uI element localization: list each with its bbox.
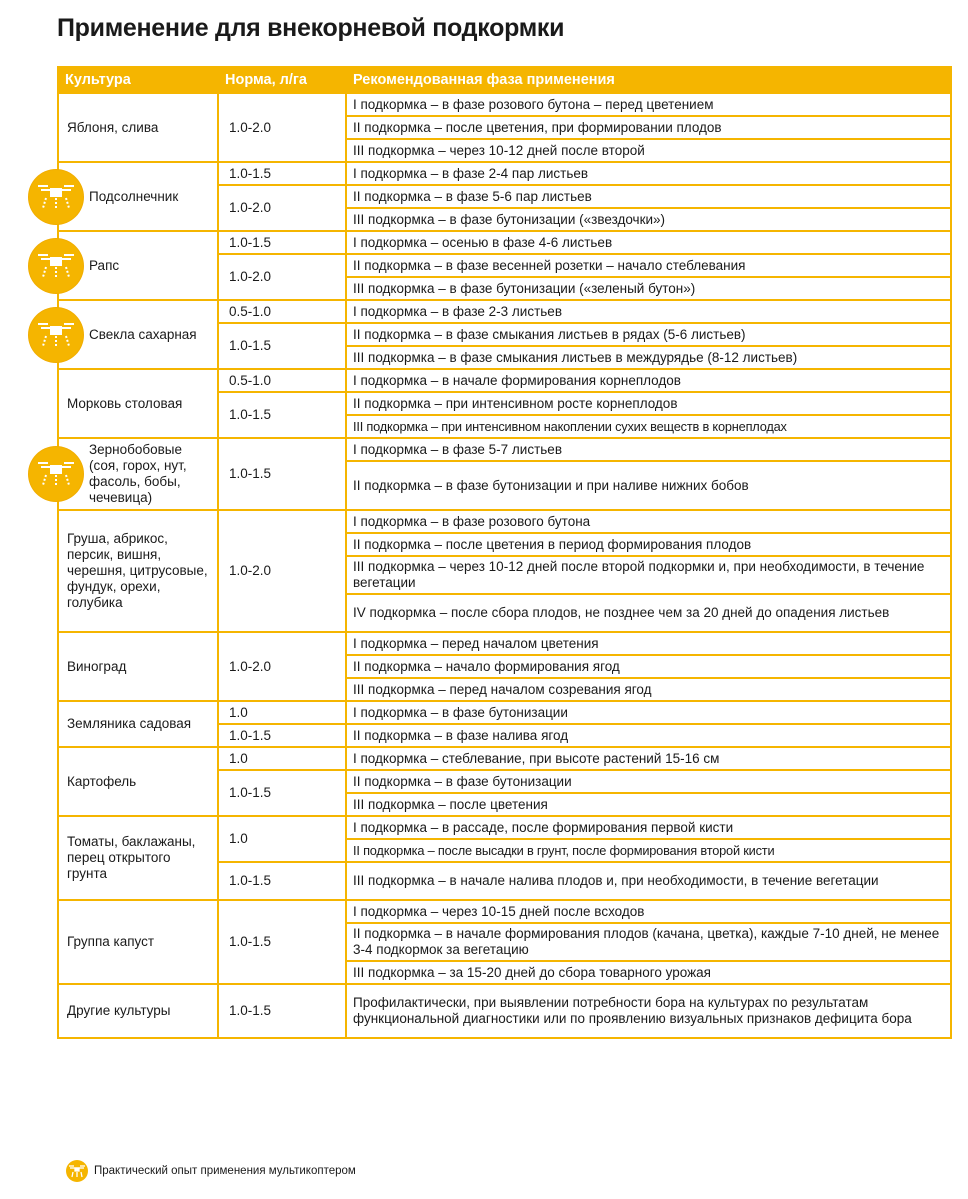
- norm-cell: 1.0-1.5: [218, 724, 346, 747]
- phase-cell: I подкормка – осенью в фазе 4-6 листьев: [346, 231, 951, 254]
- table-row: [58, 369, 951, 392]
- norm-cell: 1.0-2.0: [218, 185, 346, 231]
- phase-cell: II подкормка – при интенсивном росте корнеплодов: [346, 392, 951, 415]
- crop-cell: [58, 816, 218, 900]
- phase-cell: III подкормка – в начале налива плодов и, при необходимости, в течение вегетации: [346, 862, 951, 900]
- crop-name: Яблоня, слива: [67, 119, 159, 135]
- crop-name: Картофель: [67, 773, 137, 789]
- norm-cell: 1.0-2.0: [218, 93, 346, 162]
- phase-cell: III подкормка – перед началом созревания ягод: [346, 678, 951, 701]
- crop-name: Другие культуры: [67, 1003, 171, 1018]
- crop-cell: [58, 300, 218, 369]
- crop-cell: [58, 701, 218, 747]
- crop-cell: [58, 93, 218, 162]
- phase-cell: II подкормка – в фазе весенней розетки – начало стеблевания: [346, 254, 951, 277]
- table-row: [58, 632, 951, 655]
- table-row: [58, 984, 951, 1038]
- crop-cell: [58, 747, 218, 816]
- norm-cell: 1.0-1.5: [218, 392, 346, 438]
- crop-name: Рапс: [89, 257, 120, 273]
- crop-name: Груша, абрикос, персик, вишня, черешня, цитрусовые, фундук, орехи, голубика: [67, 531, 208, 610]
- phase-cell: II подкормка – после цветения в период формирования плодов: [346, 533, 951, 556]
- table-row: [58, 900, 951, 923]
- crop-cell: [58, 900, 218, 984]
- phase-cell: I подкормка – в фазе 2-3 листьев: [346, 300, 951, 323]
- norm-cell: 1.0-1.5: [218, 323, 346, 369]
- crop-name: Земляника садовая: [67, 716, 192, 731]
- phase-cell: I подкормка – в рассаде, после формирования первой кисти: [346, 816, 951, 839]
- phase-cell: I подкормка – в фазе 2-4 пар листьев: [346, 162, 951, 185]
- crop-cell: [58, 162, 218, 231]
- crop-name: Группа капуст: [67, 934, 155, 949]
- norm-cell: 1.0: [218, 701, 346, 724]
- crop-name: Свекла сахарная: [89, 326, 197, 342]
- norm-cell: 1.0-1.5: [218, 770, 346, 816]
- crop-name: Подсолнечник: [89, 188, 179, 204]
- table-row: [58, 162, 951, 185]
- phase-cell: II подкормка – в фазе смыкания листьев в рядах (5-6 листьев): [346, 323, 951, 346]
- header-phase: Рекомендованная фаза применения: [346, 67, 951, 93]
- phase-cell: I подкормка – в фазе 5-7 листьев: [346, 438, 951, 461]
- table-row: [58, 93, 951, 116]
- phase-cell: I подкормка – в фазе розового бутона: [346, 510, 951, 533]
- legend-text: Практический опыт применения мультикоптером: [94, 1165, 356, 1177]
- drone-icon: [29, 308, 83, 362]
- phase-cell: II подкормка – начало формирования ягод: [346, 655, 951, 678]
- phase-cell: I подкормка – через 10-15 дней после всходов: [346, 900, 951, 923]
- header-crop: Культура: [58, 67, 218, 93]
- norm-cell: 1.0-1.5: [218, 162, 346, 185]
- crop-cell: [58, 984, 218, 1038]
- phase-cell: II подкормка – после высадки в грунт, после формирования второй кисти: [346, 839, 951, 862]
- norm-cell: 1.0: [218, 747, 346, 770]
- crop-name: Томаты, баклажаны, перец открытого грунта: [67, 834, 196, 881]
- phase-cell: III подкормка – в фазе бутонизации («звездочки»): [346, 208, 951, 231]
- table-row: [58, 510, 951, 533]
- phase-cell: II подкормка – после цветения, при формировании плодов: [346, 116, 951, 139]
- legend: [66, 1160, 356, 1182]
- crop-name: Зернобобовые (соя, горох, нут, фасоль, бобы, чечевица): [89, 442, 187, 505]
- phase-cell: I подкормка – в начале формирования корнеплодов: [346, 369, 951, 392]
- table-row: [58, 747, 951, 770]
- norm-cell: 1.0-1.5: [218, 231, 346, 254]
- table-row: [58, 816, 951, 839]
- phase-cell: II подкормка – в фазе налива ягод: [346, 724, 951, 747]
- drone-icon: [29, 239, 83, 293]
- table-row: [58, 231, 951, 254]
- norm-cell: 1.0-2.0: [218, 632, 346, 701]
- phase-cell: II подкормка – в фазе 5-6 пар листьев: [346, 185, 951, 208]
- application-table: [57, 66, 952, 1039]
- phase-cell: III подкормка – при интенсивном накоплении сухих веществ в корнеплодах: [346, 415, 951, 438]
- table-header: [58, 67, 951, 93]
- crop-cell: [58, 438, 218, 510]
- crop-cell: [58, 231, 218, 300]
- phase-cell: I подкормка – в фазе розового бутона – перед цветением: [346, 93, 951, 116]
- norm-cell: 1.0: [218, 816, 346, 862]
- drone-icon: [29, 447, 83, 501]
- phase-cell: Профилактически, при выявлении потребности бора на культурах по результатам функциональной диагностики или по проявлению визуальных признаков дефицита бора: [346, 984, 951, 1038]
- phase-cell: IV подкормка – после сбора плодов, не позднее чем за 20 дней до опадения листьев: [346, 594, 951, 632]
- table-row: [58, 438, 951, 461]
- crop-cell: [58, 510, 218, 632]
- phase-cell: III подкормка – в фазе бутонизации («зеленый бутон»): [346, 277, 951, 300]
- table-row: [58, 701, 951, 724]
- norm-cell: 0.5-1.0: [218, 300, 346, 323]
- crop-cell: [58, 369, 218, 438]
- norm-cell: 1.0-1.5: [218, 900, 346, 984]
- phase-cell: I подкормка – перед началом цветения: [346, 632, 951, 655]
- crop-name: Морковь столовая: [67, 395, 183, 411]
- phase-cell: III подкормка – через 10-12 дней после второй подкормки и, при необходимости, в течение вегетации: [346, 556, 951, 594]
- drone-icon: [66, 1160, 88, 1182]
- phase-cell: II подкормка – в фазе бутонизации и при наливе нижних бобов: [346, 461, 951, 510]
- norm-cell: 0.5-1.0: [218, 369, 346, 392]
- phase-cell: III подкормка – после цветения: [346, 793, 951, 816]
- norm-cell: 1.0-1.5: [218, 984, 346, 1038]
- phase-cell: I подкормка – стеблевание, при высоте растений 15-16 см: [346, 747, 951, 770]
- crop-cell: [58, 632, 218, 701]
- norm-cell: 1.0-1.5: [218, 862, 346, 900]
- norm-cell: 1.0-1.5: [218, 438, 346, 510]
- drone-icon: [29, 170, 83, 224]
- phase-cell: I подкормка – в фазе бутонизации: [346, 701, 951, 724]
- norm-cell: 1.0-2.0: [218, 510, 346, 632]
- norm-cell: 1.0-2.0: [218, 254, 346, 300]
- phase-cell: II подкормка – в фазе бутонизации: [346, 770, 951, 793]
- table-row: [58, 300, 951, 323]
- crop-name: Виноград: [67, 658, 127, 674]
- phase-cell: II подкормка – в начале формирования плодов (качана, цветка), каждые 7-10 дней, не менее 3-4 подкормок за вегетацию: [346, 923, 951, 961]
- header-norm: Норма, л/га: [218, 67, 346, 93]
- phase-cell: III подкормка – за 15-20 дней до сбора товарного урожая: [346, 961, 951, 984]
- phase-cell: III подкормка – в фазе смыкания листьев в междурядье (8-12 листьев): [346, 346, 951, 369]
- page-title: Применение для внекорневой подкормки: [57, 14, 565, 42]
- phase-cell: III подкормка – через 10-12 дней после второй: [346, 139, 951, 162]
